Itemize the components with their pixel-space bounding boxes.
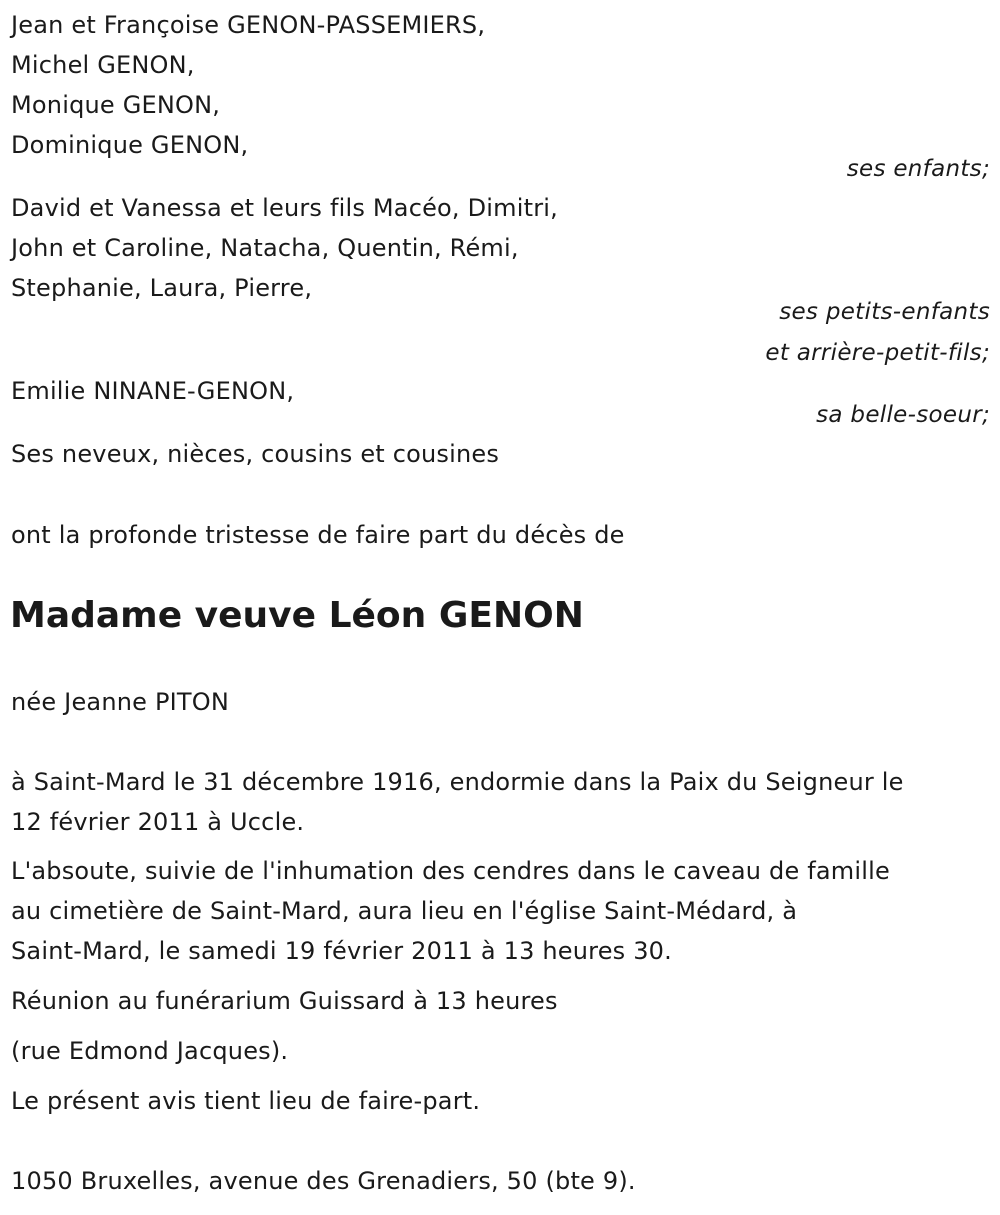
child-name: Dominique GENON, [11, 131, 249, 159]
child-name: Monique GENON, [11, 91, 221, 119]
grandchild-line: John et Caroline, Natacha, Quentin, Rémi, [11, 234, 519, 262]
gathering-address: (rue Edmond Jacques). [11, 1037, 289, 1065]
deceased-name: Madame veuve Léon GENON [10, 595, 584, 636]
gathering-line: Réunion au funérarium Guissard à 13 heures [11, 987, 558, 1015]
grandchildren-role: ses petits-enfants [779, 299, 990, 325]
children-role: ses enfants; [846, 156, 990, 182]
ceremony-line: au cimetière de Saint-Mard, aura lieu en l'église Saint-Médard, à [11, 897, 798, 925]
birth-death-line: à Saint-Mard le 31 décembre 1916, endormie dans la Paix du Seigneur le [11, 768, 904, 796]
sister-in-law-name: Emilie NINANE-GENON, [11, 377, 295, 405]
family-address: 1050 Bruxelles, avenue des Grenadiers, 50 (bte 9). [11, 1167, 636, 1195]
child-name: Michel GENON, [11, 51, 195, 79]
notice-line: Le présent avis tient lieu de faire-part. [11, 1087, 481, 1115]
ceremony-line: L'absoute, suivie de l'inhumation des cendres dans le caveau de famille [11, 857, 890, 885]
grandchildren-role: et arrière-petit-fils; [765, 340, 990, 366]
grandchild-line: David et Vanessa et leurs fils Macéo, Dimitri, [11, 194, 558, 222]
ceremony-line: Saint-Mard, le samedi 19 février 2011 à 13 heures 30. [11, 937, 672, 965]
sister-in-law-role: sa belle-soeur; [816, 402, 990, 428]
relatives-line: Ses neveux, nièces, cousins et cousines [11, 440, 500, 468]
grandchild-line: Stephanie, Laura, Pierre, [11, 274, 313, 302]
announcement-line: ont la profonde tristesse de faire part du décès de [11, 521, 625, 549]
child-name: Jean et Françoise GENON-PASSEMIERS, [11, 11, 486, 39]
birth-death-line: 12 février 2011 à Uccle. [11, 808, 305, 836]
born-name: née Jeanne PITON [11, 688, 229, 716]
